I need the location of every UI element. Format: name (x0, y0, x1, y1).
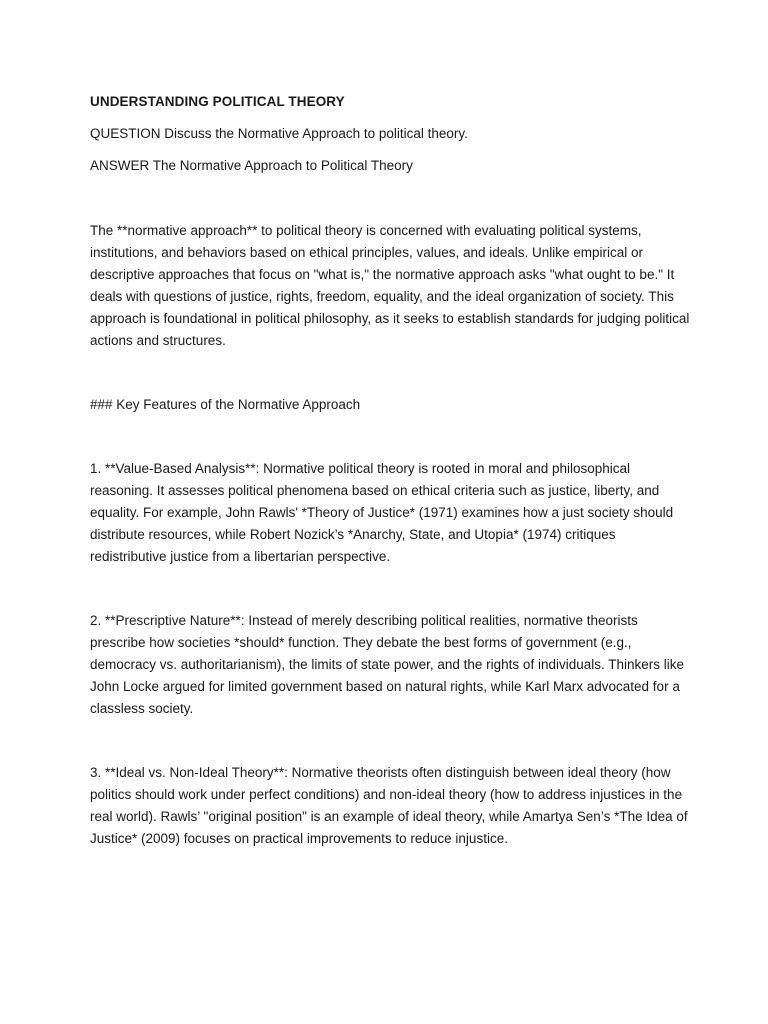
point-prescriptive-nature: 2. **Prescriptive Nature**: Instead of merely describing political realities, normative theorists prescribe how societies *should* function. They debate the best forms of government (e.g., democracy vs. authoritarianism), the limits of state power, and the rights of individuals. Thinkers like John Locke argued for limited government based on natural rights, while Karl Marx advocated for a classless society. (90, 613, 685, 716)
spacer (90, 188, 690, 220)
intro-paragraph: The **normative approach** to political theory is concerned with evaluating political systems, institutions, and behaviors based on ethical principles, values, and ideals. Unlike empirical or descriptive approaches that focus on "what is," the normative approach asks "what ought to be." It deals with questions of justice, rights, freedom, equality, and the ideal organization of society. This approach is foundational in political philosophy, as it seeks to establish standards for judging political actions and structures. (90, 223, 690, 348)
document-title: UNDERSTANDING POLITICAL THEORY (90, 94, 345, 109)
spacer (90, 720, 690, 762)
answer-line: ANSWER The Normative Approach to Political Theory (90, 158, 413, 173)
section-heading: ### Key Features of the Normative Approach (90, 397, 361, 412)
spacer (90, 568, 690, 610)
document-body (90, 92, 690, 850)
point-ideal-vs-non-ideal: 3. **Ideal vs. Non-Ideal Theory**: Normative theorists often distinguish between ideal theory (how politics should work under perfect conditions) and non-ideal theory (how to address injustices in the real world). Rawls’ "original position" is an example of ideal theory, while Amartya Sen’s *The Idea of Justice* (2009) focuses on practical improvements to reduce injustice. (90, 765, 688, 846)
question-line: QUESTION Discuss the Normative Approach to political theory. (90, 126, 468, 141)
point-value-based-analysis: 1. **Value-Based Analysis**: Normative political theory is rooted in moral and philosophical reasoning. It assesses political phenomena based on ethical criteria such as justice, liberty, and equality. For example, John Rawls' *Theory of Justice* (1971) examines how a just society should distribute resources, while Robert Nozick’s *Anarchy, State, and Utopia* (1974) critiques redistributive justice from a libertarian perspective. (90, 461, 674, 564)
spacer (90, 416, 690, 458)
spacer (90, 352, 690, 394)
